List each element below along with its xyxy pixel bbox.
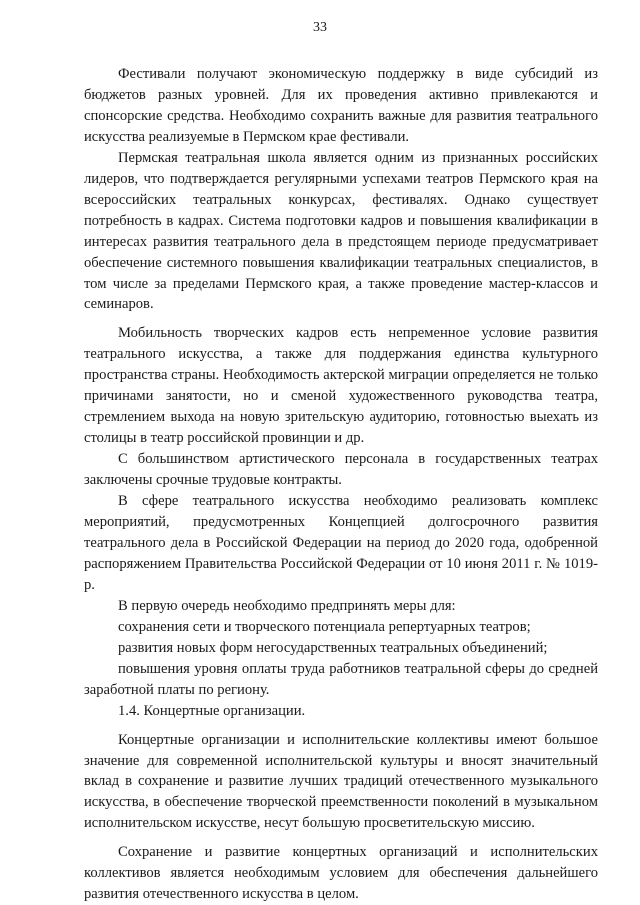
paragraph-concept: В сфере театрального искусства необходимо реализовать комплекс мероприятий, предусмотренных Концепцией долгосрочного развития театрального дела в Российской Федерации на период до 2020 года, одобренной распоряжением Правительства Российской Федерации от 10 июня 2011 г. № 1019-р. bbox=[84, 493, 598, 593]
paragraph-mobility: Мобильность творческих кадров есть непременное условие развития театрального искусства, а также для поддержания единства культурного пространства страны. Необходимость актерской миграции определяется не только причинами занятости, но и сменой художественного руководства театра, стремлением выхода на новую зрительскую аудиторию, готовностью выехать из столицы в театр российской провинции и др. bbox=[84, 325, 598, 447]
paragraph-theatre-school: Пермская театральная школа является одним из признанных российских лидеров, что подтверждается регулярными успехами театров Пермского края на всероссийских театральных конкурсах, фестивалях. Однако существует потребность в кадрах. Система подготовки кадров и повышения квалификации в интересах развития театрального дела в предстоящем периоде предусматривает обеспечение системного повышения квалификации театральных специалистов, в том числе за пределами Пермского края, а также проведение мастер-классов и семинаров. bbox=[84, 149, 598, 313]
paragraph-contracts: С большинством артистического персонала в государственных театрах заключены срочные трудовые контракты. bbox=[84, 451, 598, 489]
list-item-repertory: сохранения сети и творческого потенциала репертуарных театров; bbox=[118, 618, 531, 635]
list-item-salary: повышения уровня оплаты труда работников театральной сферы до средней заработной платы по региону. bbox=[84, 660, 598, 698]
paragraph-concert-orgs: Концертные организации и исполнительские коллективы имеют большое значение для современной исполнительской культуры и вносят значительный вклад в сохранение и развитие лучших традиций отечественного музыкального искусства, в обеспечение творческой преемственности поколений в музыкальном исполнительском искусстве, несут большую просветительскую миссию. bbox=[84, 731, 598, 832]
section-heading: 1.4. Концертные организации. bbox=[118, 702, 306, 719]
page-number: 33 bbox=[313, 20, 327, 35]
paragraph-measures-intro: В первую очередь необходимо предпринять меры для: bbox=[118, 597, 456, 614]
document-body bbox=[84, 64, 598, 905]
paragraph-festivals: Фестивали получают экономическую поддержку в виде субсидий из бюджетов разных уровней. Для их проведения активно привлекаются и спонсорские средства. Необходимо сохранить важные для развития театрального искусства реализуемые в Пермском крае фестивали. bbox=[84, 66, 598, 145]
list-item-non-state: развития новых форм негосударственных театральных объединений; bbox=[118, 639, 548, 656]
paragraph-preservation: Сохранение и развитие концертных организаций и исполнительских коллективов является необходимым условием для обеспечения дальнейшего развития отечественного искусства в целом. bbox=[84, 844, 598, 903]
